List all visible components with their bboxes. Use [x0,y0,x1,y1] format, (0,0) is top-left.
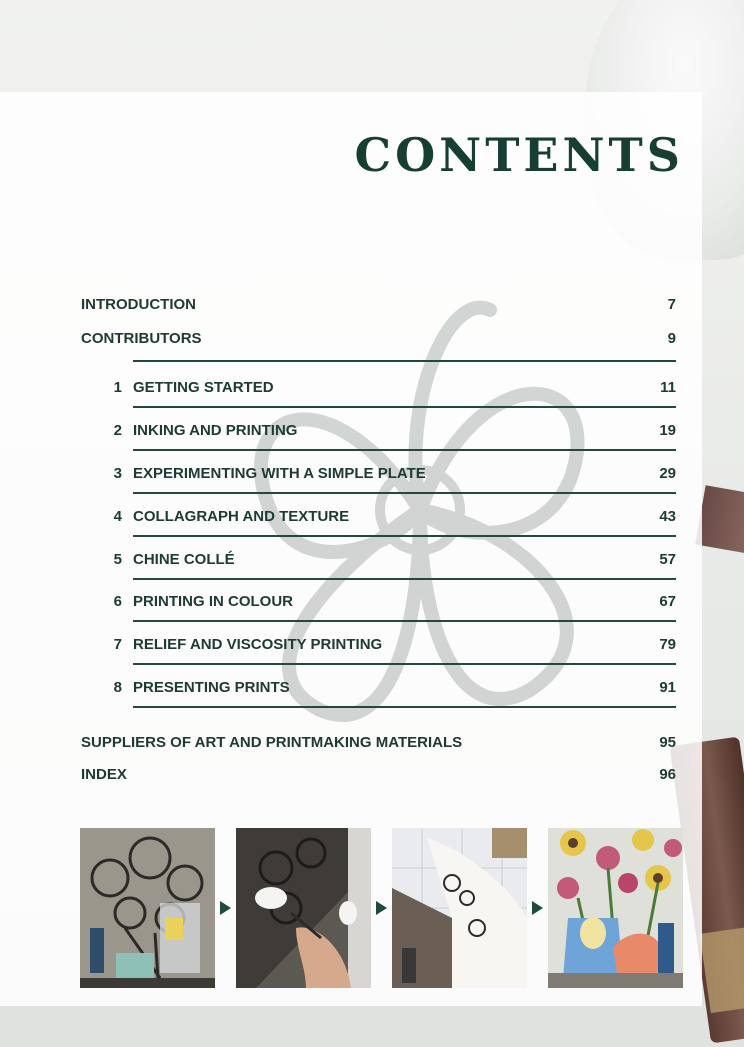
divider [133,706,676,708]
toc-page-number: 57 [659,551,676,568]
chapter-number: 1 [113,379,122,396]
toc-chapter-4[interactable] [81,495,676,537]
toc-page-number: 96 [659,766,676,783]
process-photo-1 [80,828,215,988]
toc-entry-index[interactable] [81,766,676,790]
chapter-title: INKING AND PRINTING [133,422,298,439]
divider [133,663,676,665]
process-photo-3 [392,828,527,988]
toc-entry-contributors[interactable] [81,330,676,354]
divider [133,360,676,362]
chapter-number: 6 [113,593,122,610]
toc-page-number: 29 [659,465,676,482]
divider [133,492,676,494]
divider [133,620,676,622]
process-photo-2 [236,828,371,988]
arrow-right-icon [532,901,543,915]
divider [133,535,676,537]
chapter-number: 5 [113,551,122,568]
chapter-title: COLLAGRAPH AND TEXTURE [133,508,350,525]
toc-chapter-6[interactable] [81,580,676,622]
chapter-number: 3 [113,465,122,482]
process-photo-4 [548,828,683,988]
chapter-number: 4 [113,508,122,525]
chapter-number: 8 [113,679,122,696]
arrow-right-icon [376,901,387,915]
page-title: CONTENTS [354,128,684,182]
chapter-title: RELIEF AND VISCOSITY PRINTING [133,636,383,653]
toc-entry-introduction[interactable] [81,296,676,320]
toc-page-number: 79 [659,636,676,653]
toc-page-number: 95 [659,734,676,751]
arrow-right-icon [220,901,231,915]
toc-label: INTRODUCTION [81,296,196,313]
chapter-title: PRESENTING PRINTS [133,679,290,696]
toc-page-number: 11 [660,379,676,396]
toc-label: SUPPLIERS OF ART AND PRINTMAKING MATERIALS [81,734,463,751]
toc-chapter-3[interactable] [81,452,676,494]
toc-page-number: 7 [667,296,676,313]
toc-page-number: 9 [667,330,676,347]
toc-page-number: 91 [659,679,676,696]
toc-chapter-2[interactable] [81,409,676,451]
divider [133,449,676,451]
toc-chapter-5[interactable] [81,538,676,580]
toc-label: INDEX [81,766,127,783]
toc-page-number: 67 [659,593,676,610]
chapter-title: EXPERIMENTING WITH A SIMPLE PLATE [133,465,426,482]
toc-label: CONTRIBUTORS [81,330,202,347]
toc-page-number: 19 [659,422,676,439]
chapter-title: CHINE COLLÉ [133,551,235,568]
toc-chapter-8[interactable] [81,666,676,708]
toc-chapter-1[interactable] [81,366,676,408]
toc-page-number: 43 [659,508,676,525]
chapter-number: 2 [113,422,122,439]
toc-chapter-7[interactable] [81,623,676,665]
chapter-title: GETTING STARTED [133,379,274,396]
chapter-number: 7 [113,636,122,653]
toc-entry-suppliers[interactable] [81,734,676,758]
chapter-title: PRINTING IN COLOUR [133,593,293,610]
divider [133,406,676,408]
